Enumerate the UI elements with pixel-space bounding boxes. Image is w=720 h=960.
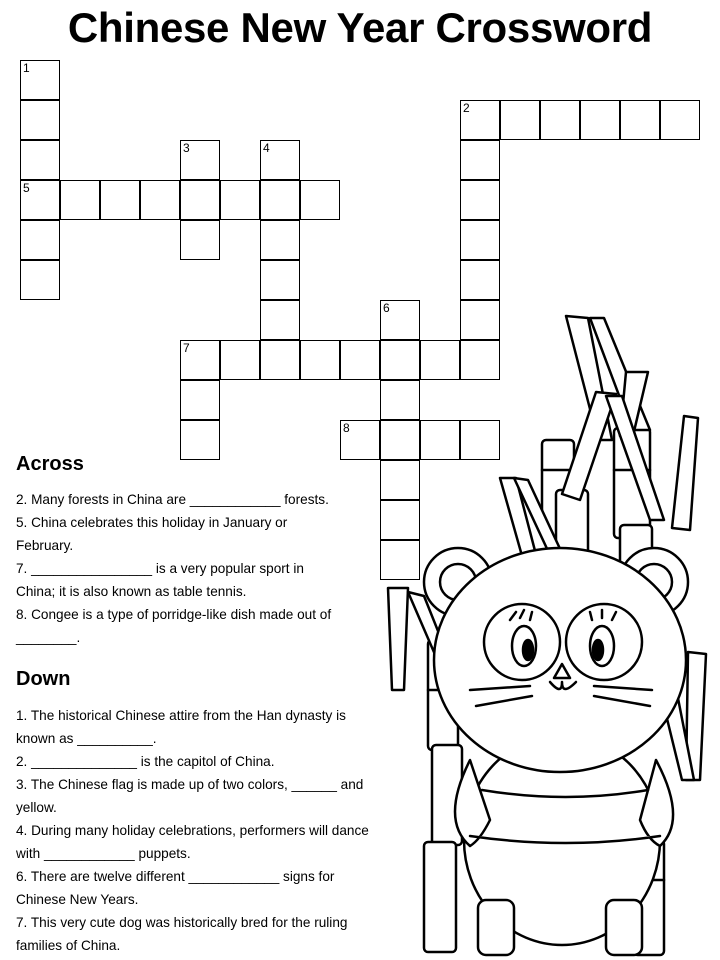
crossword-cell[interactable] (660, 100, 700, 140)
clue-number: 6 (383, 301, 390, 315)
page-title: Chinese New Year Crossword (67, 4, 653, 51)
crossword-cell[interactable] (620, 100, 660, 140)
crossword-cell[interactable] (20, 260, 60, 300)
crossword-cell[interactable] (260, 140, 300, 180)
crossword-cell[interactable] (220, 340, 260, 380)
crossword-cell[interactable] (180, 420, 220, 460)
across-clue-line: China; it is also known as table tennis. (16, 584, 247, 599)
crossword-cell[interactable] (460, 140, 500, 180)
crossword-cell[interactable] (460, 220, 500, 260)
across-clues (16, 488, 411, 649)
across-clue-line: February. (16, 538, 74, 553)
crossword-cell[interactable] (460, 100, 500, 140)
down-clue-line: families of China. (16, 938, 121, 953)
crossword-cell[interactable] (340, 420, 380, 460)
crossword-cell[interactable] (260, 300, 300, 340)
crossword-cell[interactable] (180, 140, 220, 180)
across-heading: Across (16, 453, 84, 475)
crossword-cell[interactable] (20, 140, 60, 180)
crossword-cell[interactable] (180, 180, 220, 220)
crossword-cell[interactable] (180, 340, 220, 380)
crossword-cell[interactable] (260, 180, 300, 220)
crossword-cell[interactable] (500, 100, 540, 140)
clue-number: 3 (183, 141, 190, 155)
crossword-cell[interactable] (260, 260, 300, 300)
crossword-cell[interactable] (20, 60, 60, 100)
down-clues (16, 704, 411, 957)
crossword-cell[interactable] (220, 180, 260, 220)
clue-number: 2 (463, 101, 470, 115)
down-clue-line: 1. The historical Chinese attire from the Han dynasty is (16, 708, 346, 723)
across-clue-line: 7. ________________ is a very popular sport in (16, 561, 304, 576)
clue-number: 1 (23, 61, 30, 75)
crossword-cell[interactable] (20, 100, 60, 140)
crossword-cell[interactable] (460, 180, 500, 220)
crossword-cell[interactable] (260, 220, 300, 260)
clue-number: 8 (343, 421, 350, 435)
clue-number: 5 (23, 181, 30, 195)
crossword-cell[interactable] (340, 340, 380, 380)
down-clue-line: 6. There are twelve different ____________ signs for (16, 869, 335, 884)
down-clue-line: Chinese New Years. (16, 892, 139, 907)
crossword-cell[interactable] (20, 180, 60, 220)
crossword-cell[interactable] (100, 180, 140, 220)
down-clue-line: 4. During many holiday celebrations, performers will dance (16, 823, 369, 838)
crossword-cell[interactable] (300, 340, 340, 380)
across-clue-line: 8. Congee is a type of porridge-like dish made out of (16, 607, 332, 622)
down-heading: Down (16, 668, 71, 690)
crossword-cell[interactable] (300, 180, 340, 220)
clue-number: 4 (263, 141, 270, 155)
crossword-cell[interactable] (20, 220, 60, 260)
across-clue-line: 5. China celebrates this holiday in January or (16, 515, 288, 530)
panda-bamboo-illustration (380, 300, 710, 960)
crossword-cell[interactable] (580, 100, 620, 140)
across-clue-line: 2. Many forests in China are ____________ forests. (16, 492, 329, 507)
crossword-cell[interactable] (180, 220, 220, 260)
across-clue-line: ________. (16, 630, 81, 645)
crossword-cell[interactable] (140, 180, 180, 220)
down-clue-line: with ____________ puppets. (16, 846, 191, 861)
crossword-cell[interactable] (460, 260, 500, 300)
crossword-cell[interactable] (60, 180, 100, 220)
down-clue-line: 2. ______________ is the capitol of China. (16, 754, 275, 769)
crossword-cell[interactable] (540, 100, 580, 140)
down-clue-line: 3. The Chinese flag is made up of two colors, ______ and (16, 777, 364, 792)
down-clue-line: yellow. (16, 800, 57, 815)
crossword-cell[interactable] (260, 340, 300, 380)
down-clue-line: 7. This very cute dog was historically bred for the ruling (16, 915, 348, 930)
crossword-cell[interactable] (180, 380, 220, 420)
down-clue-line: known as __________. (16, 731, 157, 746)
clue-number: 7 (183, 341, 190, 355)
